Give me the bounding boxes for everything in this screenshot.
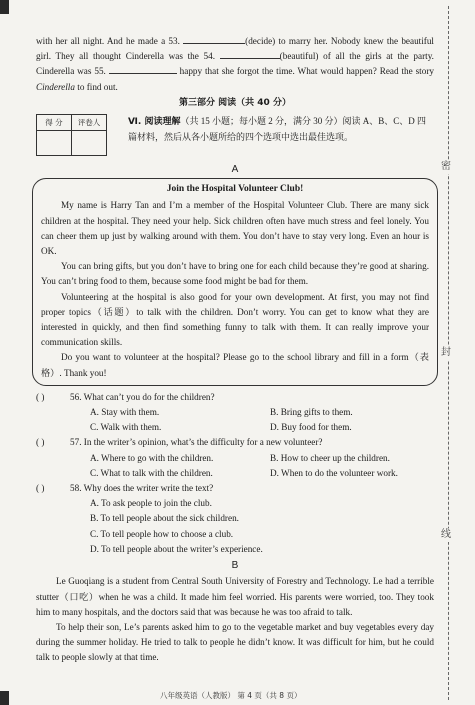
answer-blank-54[interactable] [220,49,280,59]
option-57c[interactable]: C. What to talk with the children. [90,467,213,478]
part-instructions: Ⅵ. 阅读理解（共 15 小题；每小题 2 分，满分 30 分）阅读 A、B、C、D 四篇材料，然后从各小题所给的四个选项中选出最佳选项。 [128,116,426,143]
page-footer: 八年级英语（人教版） 第 4 页（共 8 页） [160,691,302,700]
answer-blank-55[interactable] [109,64,177,74]
question-57: ( ) 57. In the writer’s opinion, what’s the difficulty for a new volunteer? A. Where to go with the children. B. How to cheer up the children. C. What to talk with the children. D. When to do the volunteer work. [36,435,434,481]
option-58c[interactable]: C. To tell people how to choose a club. [90,528,234,539]
score-table [36,114,107,156]
passage-a-paragraph: Volunteering at the hospital is also good for your own development. At first, you may not find proper topics（话题）to talk with the children. Don’t worry. You can get to know what they are interested in quickly, and then find something funny to talk with them. It can really improve your communication skills. [41,291,429,348]
passage-b-paragraph: To help their son, Le’s parents asked him to go to the vegetable market and buy vegetables every day during the summer holiday. He tried to talk to people he didn’t know. It was difficult for him, but he could talk to people slowly at that time. [36,621,434,663]
score-row [36,114,434,160]
question-58: ( ) 58. Why does the writer write the text? A. To ask people to join the club. B. To tell people about the sick children. C. To tell people how to choose a club. D. To tell people about the writer’s experience. [36,481,434,557]
option-57a[interactable]: A. Where to go with the children. [90,452,214,463]
grader-header: 评卷人 [72,115,107,131]
binding-label-xian: 线 [441,529,451,540]
corner-mark [0,0,9,14]
option-58a[interactable]: A. To ask people to join the club. [90,498,212,509]
passage-letter-a: A [231,164,239,176]
page-content [36,34,434,666]
option-57b[interactable]: B. How to cheer up the children. [270,452,390,463]
option-58b[interactable]: B. To tell people about the sick children. [90,513,239,524]
section-title: 第三部分 阅读（共 40 分） [179,97,291,108]
passage-a-paragraph: You can bring gifts, but you don’t have to bring one for each child because they’re good at sharing. You can’t bring food to them, because some food might be bad for them. [41,261,429,287]
option-58d[interactable]: D. To tell people about the writer’s experience. [90,543,263,554]
binding-label-mi: 密 [441,161,451,172]
binding-label-feng: 封 [441,347,451,358]
passage-b-paragraph: Le Guoqiang is a student from Central South University of Forestry and Technology. Le had a terrible stutter（口吃）when he was a child. It made him feel worried. His parents were worried, too. They took him to many hospitals, and the doctors said that was because he was too afraid to talk. [36,576,434,617]
passage-a-box [32,178,438,386]
answer-blank-53[interactable] [183,34,245,44]
corner-mark [0,691,9,705]
grader-cell[interactable] [72,131,107,156]
passage-a-paragraph: Do you want to volunteer at the hospital? Please go to the school library and fill in a form（表格）. Thank you! [41,352,429,378]
option-56c[interactable]: C. Walk with them. [90,422,162,433]
passage-a-paragraph: My name is Harry Tan and I’m a member of the Hospital Volunteer Club. There are many sick children at the hospital. They need your help. Sick children often have much stress and feel lonely. You can cheer them up just by walking around with them. You don’t have to stay very long. Even an hour is OK. [41,200,429,257]
cloze-tail: with her all night. And he made a 53. (decide) to marry her. Nobody knew the beautiful girl. They all thought Cinderella was the 54. (beautiful) of all the girls at the party. Cinderella was 55. happy that she forgot the time. What would happen? Read the story Cinderella to find out. [36,36,434,92]
score-cell[interactable] [37,131,72,156]
option-57d[interactable]: D. When to do the volunteer work. [270,467,398,478]
passage-a-title: Join the Hospital Volunteer Club! [166,184,304,195]
question-56: ( ) 56. What can’t you do for the children? A. Stay with them. B. Bring gifts to them. C. Walk with them. D. Buy food for them. [36,390,434,436]
option-56b[interactable]: B. Bring gifts to them. [270,407,353,418]
option-56d[interactable]: D. Buy food for them. [270,422,352,433]
score-header: 得 分 [37,115,72,131]
option-56a[interactable]: A. Stay with them. [90,407,160,418]
passage-letter-b: B [231,560,239,572]
